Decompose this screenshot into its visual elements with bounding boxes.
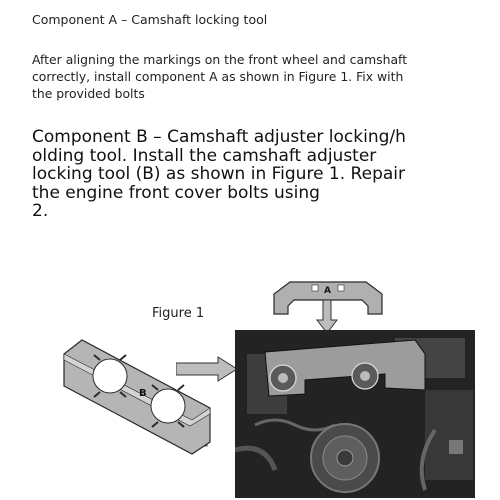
component-b-line: olding tool. Install the camshaft adjuster: [32, 145, 377, 166]
component-a-line: After aligning the markings on the front wheel and camshaft: [32, 52, 408, 67]
figure-caption: Figure 1: [152, 306, 205, 321]
tool-b-label: B: [139, 388, 147, 399]
component-b-line: locking tool (B) as shown in Figure 1. Repair: [32, 164, 405, 184]
component-b-line: the engine front cover bolts using: [32, 182, 320, 203]
tool-a-label: A: [324, 286, 331, 296]
component-a-heading: Component A – Camshaft locking tool: [32, 12, 268, 27]
component-b-instructions: [32, 128, 432, 221]
down-arrow-icon: [316, 300, 338, 334]
component-a-instructions: [32, 51, 452, 102]
right-arrow-icon: [176, 356, 238, 382]
engine-photo: [235, 330, 475, 498]
tool-b-illustration: [60, 330, 220, 460]
component-a-line: correctly, install component A as shown in Figure 1. Fix with: [32, 69, 404, 84]
component-a-line: the provided bolts: [32, 86, 145, 101]
component-b-line: Component B – Camshaft adjuster locking/h: [32, 127, 406, 147]
component-b-line: 2.: [32, 201, 49, 221]
